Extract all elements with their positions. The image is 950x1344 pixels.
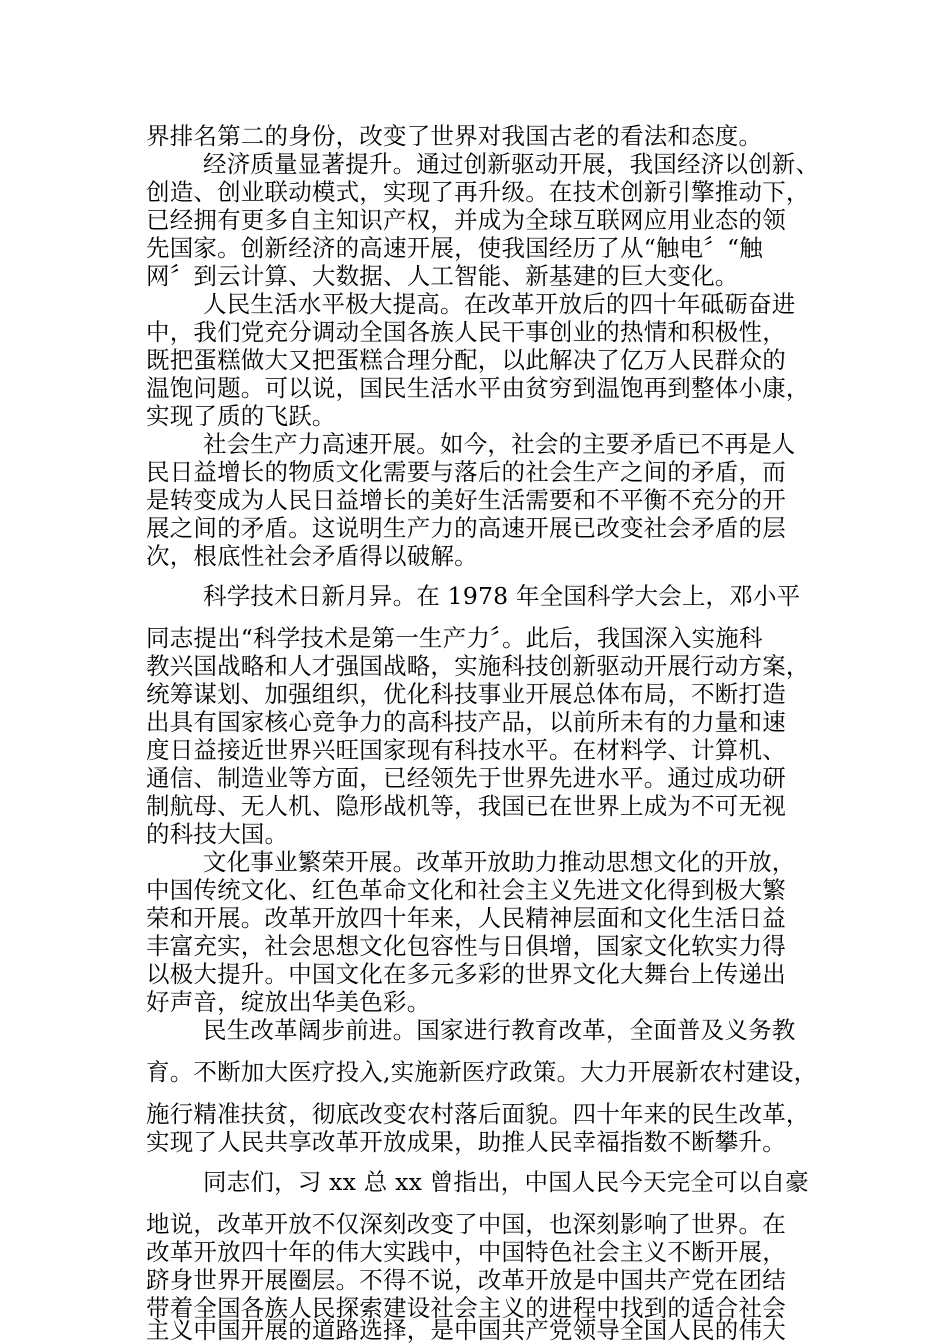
text-line: 中，我们党充分调动全国各族人民干事创业的热情和积极性， bbox=[146, 318, 786, 346]
text-line: 统筹谋划、加强组织，优化科技事业开展总体布局，不断打造 bbox=[146, 680, 786, 708]
text-line: 温饱问题。可以说，国民生活水平由贫穷到温饱再到整体小康， bbox=[146, 374, 810, 402]
text-line: 制航母、无人机、隐形战机等，我国已在世界上成为不可无视 bbox=[146, 792, 786, 820]
text-line: 度日益接近世界兴旺国家现有科技水平。在材料学、计算机、 bbox=[146, 736, 786, 764]
text-line: 网〞到云计算、大数据、人工智能、新基建的巨大变化。 bbox=[146, 262, 739, 290]
paragraph-start-line: 文化事业繁荣开展。改革开放助力推动思想文化的开放， bbox=[203, 848, 796, 876]
text-line: 带着全国各族人民探索建设社会主义的进程中找到的适合社会 bbox=[146, 1294, 786, 1322]
text-line: 是转变成为人民日益增长的美好生活需要和不平衡不充分的开 bbox=[146, 486, 786, 514]
text-line: 展之间的矛盾。这说明生产力的高速开展已改变社会矛盾的层 bbox=[146, 514, 786, 542]
text-line: 界排名第二的身份，改变了世界对我国古老的看法和态度。 bbox=[146, 122, 763, 150]
text-line: 同志提出“科学技术是第一生产力〞。此后，我国深入实施科 bbox=[146, 624, 763, 652]
paragraph-start-line: 人民生活水平极大提高。在改革开放后的四十年砥砺奋进 bbox=[203, 290, 796, 318]
text-line: 以极大提升。中国文化在多元多彩的世界文化大舞台上传递出 bbox=[146, 960, 786, 988]
text-line: 出具有国家核心竞争力的高科技产品，以前所未有的力量和速 bbox=[146, 708, 786, 736]
paragraph-start-line: 民生改革阔步前进。国家进行教育改革，全面普及义务教 bbox=[203, 1016, 796, 1044]
text-line: 中国传统文化、红色革命文化和社会主义先进文化得到极大繁 bbox=[146, 876, 786, 904]
text-line: 改革开放四十年的伟大实践中，中国特色社会主义不断开展， bbox=[146, 1238, 786, 1266]
text-line: 荣和开展。改革开放四十年来，人民精神层面和文化生活日益 bbox=[146, 904, 786, 932]
text-line: 主义中国开展的道路选择，是中国共产党领导全国人民的伟大 bbox=[146, 1316, 786, 1344]
text-line: 丰富充实，社会思想文化包容性与日俱增，国家文化软实力得 bbox=[146, 932, 786, 960]
text-line: 民日益增长的物质文化需要与落后的社会生产之间的矛盾，而 bbox=[146, 458, 786, 486]
paragraph-start-line: 同志们，习 xx 总 xx 曾指出，中国人民今天完全可以自豪 bbox=[203, 1168, 809, 1196]
text-line: 地说，改革开放不仅深刻改变了中国，也深刻影响了世界。在 bbox=[146, 1210, 786, 1238]
paragraph-start-line: 经济质量显著提升。通过创新驱动开展，我国经济以创新、 bbox=[203, 150, 820, 178]
text-line: 创造、创业联动模式，实现了再升级。在技术创新引擎推动下， bbox=[146, 178, 810, 206]
text-line: 施行精准扶贫，彻底改变农村落后面貌。四十年来的民生改革， bbox=[146, 1100, 810, 1128]
text-line: 实现了质的飞跃。 bbox=[146, 402, 336, 430]
text-line: 先国家。创新经济的高速开展，使我国经历了从“触电〞“触 bbox=[146, 234, 763, 262]
text-line: 既把蛋糕做大又把蛋糕合理分配，以此解决了亿万人民群众的 bbox=[146, 346, 786, 374]
text-line: 育。不断加大医疗投入,实施新医疗政策。大力开展新农村建设， bbox=[146, 1058, 818, 1086]
text-line: 跻身世界开展圈层。不得不说，改革开放是中国共产党在团结 bbox=[146, 1266, 786, 1294]
text-line: 实现了人民共享改革开放成果，助推人民幸福指数不断攀升。 bbox=[146, 1128, 786, 1156]
text-line: 通信、制造业等方面，已经领先于世界先进水平。通过成功研 bbox=[146, 764, 786, 792]
text-line: 已经拥有更多自主知识产权，并成为全球互联网应用业态的领 bbox=[146, 206, 786, 234]
paragraph-start-line: 社会生产力高速开展。如今，社会的主要矛盾已不再是人 bbox=[203, 430, 796, 458]
text-line: 次，根底性社会矛盾得以破解。 bbox=[146, 542, 478, 570]
text-line: 教兴国战略和人才强国战略，实施科技创新驱动开展行动方案， bbox=[146, 652, 810, 680]
text-line: 的科技大国。 bbox=[146, 820, 289, 848]
paragraph-start-line: 科学技术日新月异。在 1978 年全国科学大会上，邓小平 bbox=[203, 582, 801, 610]
text-line: 好声音，绽放出华美色彩。 bbox=[146, 988, 431, 1016]
